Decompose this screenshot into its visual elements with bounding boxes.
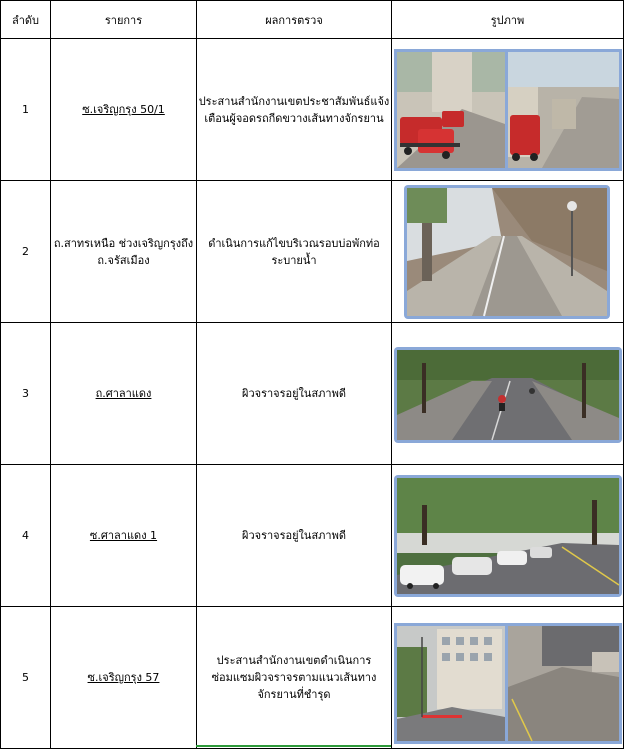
row-result: ประสานสำนักงานเขตประชาสัมพันธ์แจ้งเตือนผู้จอดรถกีดขวางเส้นทางจักรยาน bbox=[197, 39, 392, 181]
selection-accent-line bbox=[196, 745, 391, 747]
row-result: ดำเนินการแก้ไขบริเวณรอบบ่อพักท่อระบายน้ำ bbox=[197, 181, 392, 323]
row-number: 2 bbox=[1, 181, 51, 323]
row-photo bbox=[392, 323, 624, 465]
street-photo-tree-lined-road-icon bbox=[392, 323, 624, 464]
table-row bbox=[1, 323, 627, 465]
header-edge bbox=[624, 1, 627, 39]
row-number: 5 bbox=[1, 607, 51, 749]
row-item bbox=[51, 323, 197, 465]
row-result: ประสานสำนักงานเขตดำเนินการซ่อมแซมผิวจราจรตามแนวเส้นทางจักรยานที่ชำรุด bbox=[197, 607, 392, 749]
row-edge bbox=[624, 39, 627, 181]
row-number: 1 bbox=[1, 39, 51, 181]
table-row bbox=[1, 465, 627, 607]
row-photo bbox=[392, 181, 624, 323]
street-photo-building-road-icon bbox=[392, 607, 624, 748]
row-photo bbox=[392, 607, 624, 749]
row-edge bbox=[624, 323, 627, 465]
row-result: ผิวจราจรอยู่ในสภาพดี bbox=[197, 323, 392, 465]
header-item: รายการ bbox=[51, 1, 197, 39]
street-photo-parked-cars-icon bbox=[392, 465, 624, 606]
item-link[interactable]: ซ.เจริญกรุง 50/1 bbox=[82, 103, 165, 116]
table-row bbox=[1, 181, 627, 323]
table-row bbox=[1, 39, 627, 181]
row-result: ผิวจราจรอยู่ในสภาพดี bbox=[197, 465, 392, 607]
header-result: ผลการตรวจ bbox=[197, 1, 392, 39]
row-number: 3 bbox=[1, 323, 51, 465]
row-item bbox=[51, 39, 197, 181]
header-photo: รูปภาพ bbox=[392, 1, 624, 39]
header-row bbox=[1, 1, 627, 39]
row-edge bbox=[624, 181, 627, 323]
row-edge bbox=[624, 607, 627, 749]
row-number: 4 bbox=[1, 465, 51, 607]
header-no: ลำดับ bbox=[1, 1, 51, 39]
row-item bbox=[51, 607, 197, 749]
item-link[interactable]: ซ.ศาลาแดง 1 bbox=[90, 529, 157, 542]
row-photo bbox=[392, 39, 624, 181]
row-photo bbox=[392, 465, 624, 607]
table-row bbox=[1, 607, 627, 749]
street-photo-parked-tuktuks-icon bbox=[392, 39, 624, 180]
row-item bbox=[51, 465, 197, 607]
row-edge bbox=[624, 465, 627, 607]
item-link[interactable]: ซ.เจริญกรุง 57 bbox=[88, 671, 160, 684]
row-item: ถ.สาทรเหนือ ช่วงเจริญกรุงถึงถ.จรัสเมือง bbox=[51, 181, 197, 323]
street-photo-bike-lane-wall-icon bbox=[392, 181, 624, 322]
item-link[interactable]: ถ.ศาลาแดง bbox=[96, 387, 152, 400]
